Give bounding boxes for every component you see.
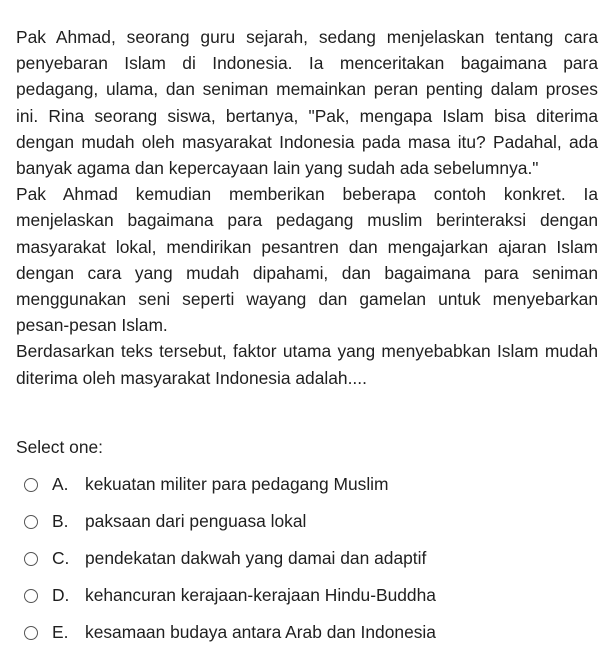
option-text: pendekatan dakwah yang damai dan adaptif	[85, 548, 427, 568]
select-one-label: Select one:	[16, 437, 104, 457]
option-letter: D.	[52, 585, 70, 605]
option-letter: C.	[52, 548, 70, 568]
option-b[interactable]	[24, 503, 436, 540]
radio-button-icon[interactable]	[24, 478, 38, 492]
option-letter: A.	[52, 474, 69, 494]
option-c[interactable]	[24, 540, 436, 577]
radio-button-icon[interactable]	[24, 589, 38, 603]
option-text: kesamaan budaya antara Arab dan Indonesia	[85, 622, 436, 642]
option-a[interactable]	[24, 466, 436, 503]
option-text: paksaan dari penguasa lokal	[85, 511, 307, 531]
option-e[interactable]	[24, 614, 436, 651]
radio-button-icon[interactable]	[24, 552, 38, 566]
question-text	[16, 24, 598, 391]
answer-options	[24, 466, 436, 651]
option-d[interactable]	[24, 577, 436, 614]
question-paragraph-3: Berdasarkan teks tersebut, faktor utama yang menyebabkan Islam mudah diterima oleh masyarakat Indonesia adalah....	[16, 341, 598, 388]
option-text: kehancuran kerajaan-kerajaan Hindu-Buddha	[85, 585, 436, 605]
option-letter: B.	[52, 511, 69, 531]
radio-button-icon[interactable]	[24, 515, 38, 529]
option-letter: E.	[52, 622, 69, 642]
radio-button-icon[interactable]	[24, 626, 38, 640]
question-paragraph-1: Pak Ahmad, seorang guru sejarah, sedang menjelaskan tentang cara penyebaran Islam di Indonesia. Ia menceritakan bagaimana para pedagang, ulama, dan seniman memainkan peran penting dalam proses ini. Rina seorang siswa, bertanya, "Pak, mengapa Islam bisa diterima dengan mudah oleh masyarakat Indonesia pada masa itu? Padahal, ada banyak agama dan kepercayaan lain yang sudah ada sebelumnya."	[16, 27, 598, 179]
option-text: kekuatan militer para pedagang Muslim	[85, 474, 389, 494]
question-paragraph-2: Pak Ahmad kemudian memberikan beberapa contoh konkret. Ia menjelaskan bagaimana para pedagang muslim berinteraksi dengan masyarakat lokal, mendirikan pesantren dan mengajarkan ajaran Islam dengan cara yang mudah dipahami, dan bagaimana para seniman menggunakan seni seperti wayang dan gamelan untuk menyebarkan pesan-pesan Islam.	[16, 184, 598, 336]
